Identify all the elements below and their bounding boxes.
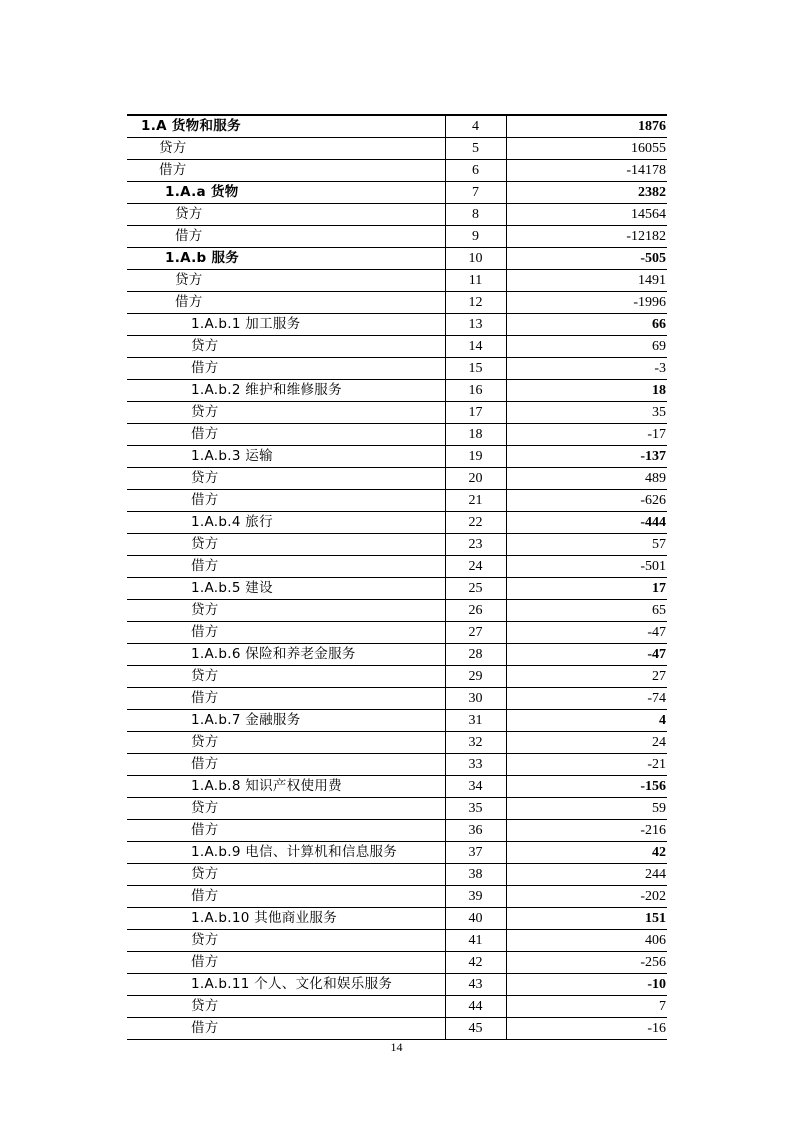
row-value: 17 (506, 578, 667, 600)
row-label: 借方 (191, 690, 219, 706)
row-label-cell (127, 358, 445, 380)
table-row (127, 358, 667, 380)
row-code: 45 (445, 1018, 506, 1040)
row-value: -47 (506, 644, 667, 666)
row-code: 20 (445, 468, 506, 490)
table-row (127, 292, 667, 314)
balance-of-payments-table (127, 114, 667, 1040)
row-label-cell (127, 556, 445, 578)
row-code: 4 (445, 115, 506, 138)
row-code: 30 (445, 688, 506, 710)
row-value: 1876 (506, 115, 667, 138)
row-value: -16 (506, 1018, 667, 1040)
row-label: 1.A.a 货物 (165, 184, 239, 200)
table-row (127, 908, 667, 930)
row-label-cell (127, 952, 445, 974)
row-value: 489 (506, 468, 667, 490)
row-code: 42 (445, 952, 506, 974)
table-row (127, 930, 667, 952)
row-label-cell (127, 292, 445, 314)
table-row (127, 115, 667, 138)
row-value: -256 (506, 952, 667, 974)
row-value: 4 (506, 710, 667, 732)
table-row (127, 952, 667, 974)
row-label: 贷方 (191, 800, 219, 816)
row-label: 贷方 (175, 272, 203, 288)
row-value: 27 (506, 666, 667, 688)
row-label-cell (127, 248, 445, 270)
table-row (127, 600, 667, 622)
table-row (127, 402, 667, 424)
row-value: -21 (506, 754, 667, 776)
row-label-cell (127, 644, 445, 666)
row-label-cell (127, 138, 445, 160)
row-value: 7 (506, 996, 667, 1018)
row-label-cell (127, 468, 445, 490)
row-label: 贷方 (191, 536, 219, 552)
row-label-cell (127, 424, 445, 446)
table-row (127, 842, 667, 864)
row-code: 9 (445, 226, 506, 248)
row-code: 7 (445, 182, 506, 204)
row-code: 6 (445, 160, 506, 182)
row-label-cell (127, 820, 445, 842)
row-label-cell (127, 732, 445, 754)
row-label: 借方 (191, 492, 219, 508)
table-row (127, 270, 667, 292)
row-label-cell (127, 754, 445, 776)
table-row (127, 424, 667, 446)
row-label: 1.A 货物和服务 (141, 118, 241, 134)
row-label: 借方 (191, 756, 219, 772)
row-value: -202 (506, 886, 667, 908)
table-row (127, 468, 667, 490)
row-label: 贷方 (191, 866, 219, 882)
row-label-cell (127, 666, 445, 688)
table-row (127, 336, 667, 358)
row-label: 贷方 (191, 998, 219, 1014)
table-row (127, 160, 667, 182)
row-label: 借方 (191, 360, 219, 376)
row-code: 19 (445, 446, 506, 468)
row-value: -10 (506, 974, 667, 996)
row-code: 41 (445, 930, 506, 952)
table-row (127, 864, 667, 886)
row-value: 42 (506, 842, 667, 864)
row-label-cell (127, 446, 445, 468)
row-code: 32 (445, 732, 506, 754)
row-label-cell (127, 182, 445, 204)
row-code: 12 (445, 292, 506, 314)
row-code: 39 (445, 886, 506, 908)
table-row (127, 380, 667, 402)
row-label-cell (127, 688, 445, 710)
row-label: 贷方 (159, 140, 187, 156)
table-row (127, 622, 667, 644)
row-value: 18 (506, 380, 667, 402)
row-code: 14 (445, 336, 506, 358)
row-code: 23 (445, 534, 506, 556)
row-value: 59 (506, 798, 667, 820)
table-row (127, 556, 667, 578)
row-code: 40 (445, 908, 506, 930)
row-code: 26 (445, 600, 506, 622)
row-label-cell (127, 380, 445, 402)
row-value: -47 (506, 622, 667, 644)
row-label: 1.A.b.1 加工服务 (191, 316, 301, 332)
row-code: 5 (445, 138, 506, 160)
row-value: -3 (506, 358, 667, 380)
row-label: 借方 (191, 822, 219, 838)
row-code: 11 (445, 270, 506, 292)
row-code: 36 (445, 820, 506, 842)
row-value: 16055 (506, 138, 667, 160)
row-label-cell (127, 534, 445, 556)
row-code: 29 (445, 666, 506, 688)
table-row (127, 182, 667, 204)
row-label-cell (127, 1018, 445, 1040)
row-label-cell (127, 842, 445, 864)
row-label-cell (127, 974, 445, 996)
row-label-cell (127, 204, 445, 226)
table-row (127, 820, 667, 842)
row-label-cell (127, 886, 445, 908)
row-value: -505 (506, 248, 667, 270)
table-row (127, 688, 667, 710)
row-value: 406 (506, 930, 667, 952)
table-row (127, 248, 667, 270)
row-value: 66 (506, 314, 667, 336)
row-label: 1.A.b.7 金融服务 (191, 712, 301, 728)
row-label: 1.A.b.11 个人、文化和娱乐服务 (191, 976, 393, 992)
row-label: 贷方 (191, 668, 219, 684)
row-value: -156 (506, 776, 667, 798)
row-label-cell (127, 798, 445, 820)
row-label: 1.A.b.9 电信、计算机和信息服务 (191, 844, 398, 860)
row-value: -216 (506, 820, 667, 842)
table-row (127, 512, 667, 534)
table-row (127, 534, 667, 556)
row-code: 17 (445, 402, 506, 424)
row-code: 18 (445, 424, 506, 446)
table-row (127, 226, 667, 248)
row-label: 贷方 (191, 470, 219, 486)
row-label: 1.A.b.6 保险和养老金服务 (191, 646, 356, 662)
row-value: 244 (506, 864, 667, 886)
row-value: 151 (506, 908, 667, 930)
row-label-cell (127, 578, 445, 600)
row-code: 43 (445, 974, 506, 996)
row-value: -14178 (506, 160, 667, 182)
row-label-cell (127, 776, 445, 798)
row-label-cell (127, 336, 445, 358)
row-label-cell (127, 160, 445, 182)
row-value: -501 (506, 556, 667, 578)
row-label: 借方 (191, 624, 219, 640)
row-value: 65 (506, 600, 667, 622)
table-row (127, 1018, 667, 1040)
row-label-cell (127, 930, 445, 952)
row-code: 24 (445, 556, 506, 578)
row-value: 1491 (506, 270, 667, 292)
row-label: 借方 (159, 162, 187, 178)
row-label: 借方 (191, 558, 219, 574)
row-label: 1.A.b.5 建设 (191, 580, 273, 596)
table-row (127, 666, 667, 688)
row-value: 2382 (506, 182, 667, 204)
row-label-cell (127, 490, 445, 512)
row-value: 14564 (506, 204, 667, 226)
row-code: 25 (445, 578, 506, 600)
row-value: 57 (506, 534, 667, 556)
row-code: 37 (445, 842, 506, 864)
row-label-cell (127, 864, 445, 886)
row-label-cell (127, 115, 445, 138)
row-label-cell (127, 996, 445, 1018)
table-body (127, 115, 667, 1040)
row-label: 贷方 (191, 932, 219, 948)
row-code: 34 (445, 776, 506, 798)
row-label-cell (127, 710, 445, 732)
table-row (127, 578, 667, 600)
table-row (127, 314, 667, 336)
row-label-cell (127, 226, 445, 248)
row-code: 33 (445, 754, 506, 776)
row-label: 借方 (191, 1020, 219, 1036)
row-value: 69 (506, 336, 667, 358)
row-label: 1.A.b.3 运输 (191, 448, 273, 464)
row-label-cell (127, 314, 445, 336)
row-value: -12182 (506, 226, 667, 248)
table-row (127, 996, 667, 1018)
row-value: -1996 (506, 292, 667, 314)
row-value: -17 (506, 424, 667, 446)
row-label: 1.A.b 服务 (165, 250, 240, 266)
row-label: 贷方 (191, 602, 219, 618)
row-code: 27 (445, 622, 506, 644)
row-label: 借方 (191, 426, 219, 442)
row-value: -444 (506, 512, 667, 534)
row-value: -137 (506, 446, 667, 468)
row-code: 28 (445, 644, 506, 666)
row-label: 贷方 (191, 404, 219, 420)
table-row (127, 798, 667, 820)
page-number: 14 (390, 1040, 403, 1054)
row-value: -74 (506, 688, 667, 710)
row-code: 21 (445, 490, 506, 512)
row-label-cell (127, 270, 445, 292)
row-label: 借方 (175, 228, 203, 244)
table-row (127, 710, 667, 732)
row-label-cell (127, 908, 445, 930)
table-row (127, 644, 667, 666)
table-row (127, 754, 667, 776)
row-code: 15 (445, 358, 506, 380)
table-row (127, 732, 667, 754)
row-code: 22 (445, 512, 506, 534)
row-label-cell (127, 600, 445, 622)
row-label: 1.A.b.2 维护和维修服务 (191, 382, 342, 398)
row-code: 38 (445, 864, 506, 886)
row-value: 24 (506, 732, 667, 754)
table-row (127, 886, 667, 908)
row-label: 借方 (191, 888, 219, 904)
row-code: 31 (445, 710, 506, 732)
row-value: 35 (506, 402, 667, 424)
table-row (127, 446, 667, 468)
row-label: 贷方 (191, 338, 219, 354)
table-row (127, 138, 667, 160)
table-row (127, 776, 667, 798)
row-label-cell (127, 402, 445, 424)
row-label: 借方 (175, 294, 203, 310)
row-label: 1.A.b.8 知识产权使用费 (191, 778, 342, 794)
row-label: 贷方 (175, 206, 203, 222)
row-code: 16 (445, 380, 506, 402)
row-label: 借方 (191, 954, 219, 970)
row-code: 35 (445, 798, 506, 820)
row-code: 10 (445, 248, 506, 270)
row-label: 1.A.b.10 其他商业服务 (191, 910, 337, 926)
table-row (127, 204, 667, 226)
row-code: 8 (445, 204, 506, 226)
row-code: 13 (445, 314, 506, 336)
table-row (127, 490, 667, 512)
row-value: -626 (506, 490, 667, 512)
row-label-cell (127, 512, 445, 534)
row-code: 44 (445, 996, 506, 1018)
row-label: 贷方 (191, 734, 219, 750)
row-label-cell (127, 622, 445, 644)
row-label: 1.A.b.4 旅行 (191, 514, 273, 530)
table-row (127, 974, 667, 996)
